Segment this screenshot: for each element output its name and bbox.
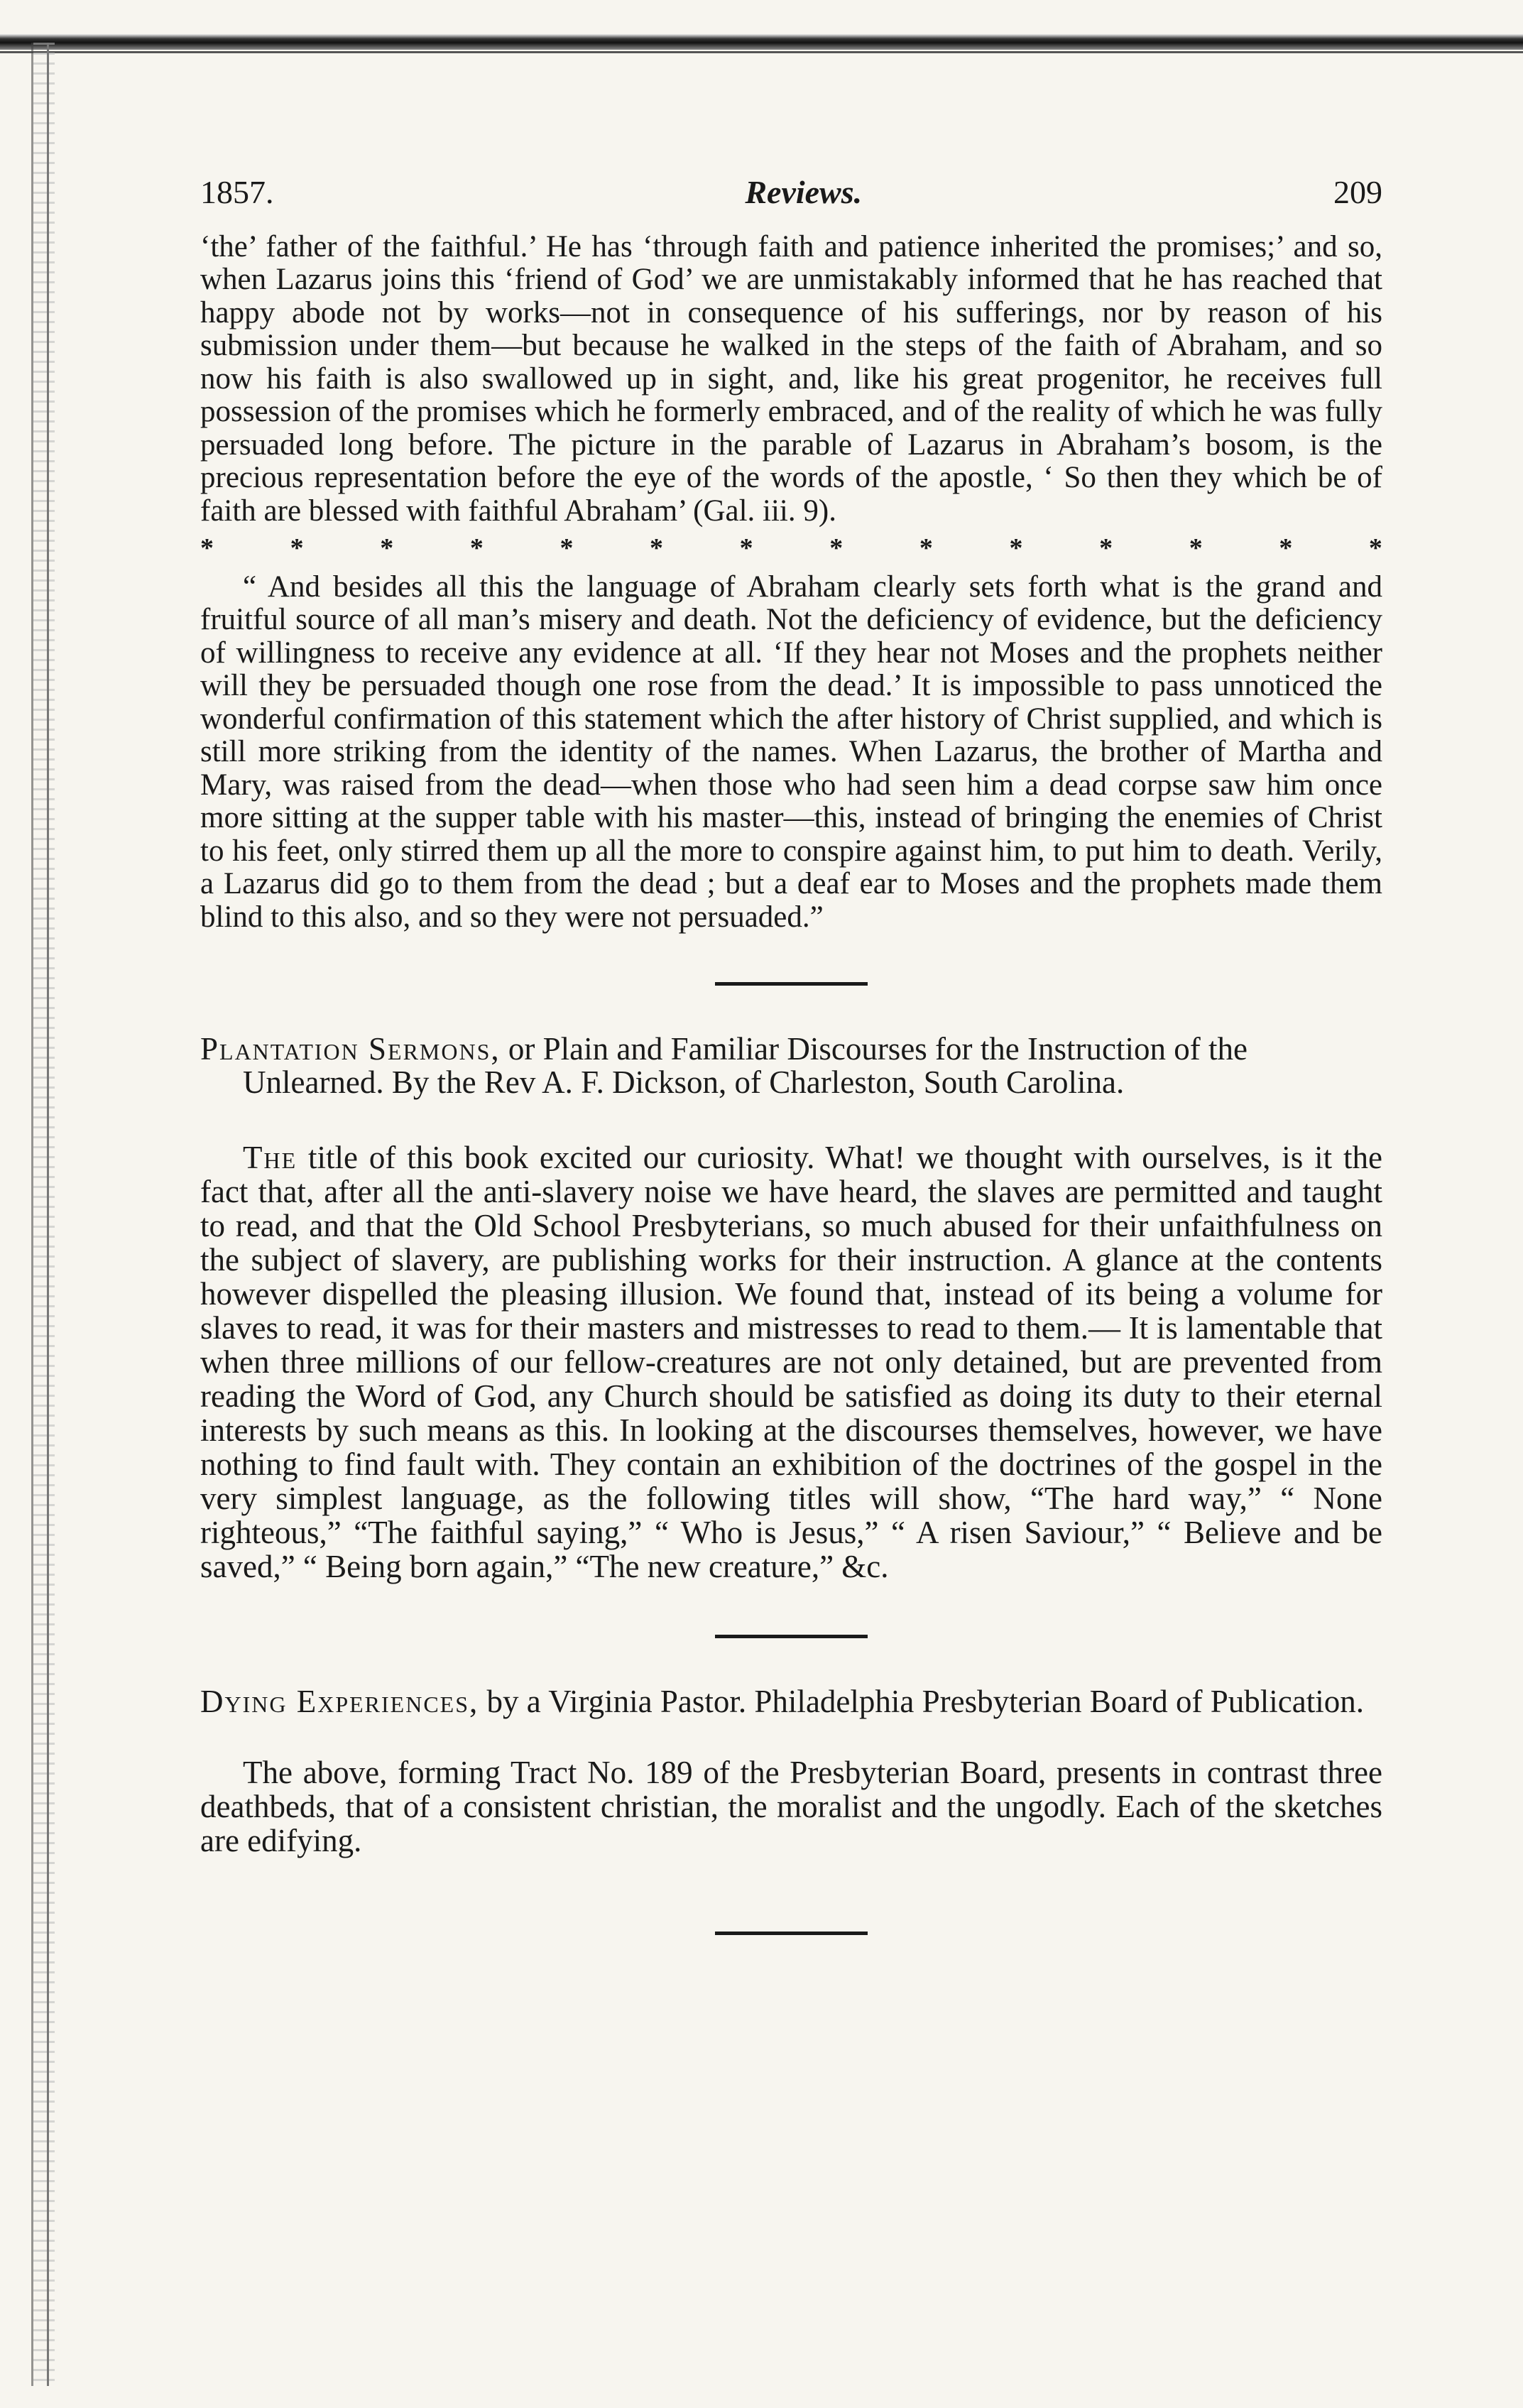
review-body-plantation-sermons — [200, 1140, 1382, 1584]
review-body-text: title of this book excited our curiosity. What! we thought with ourselves, is it the fact that, after all the anti-slavery noise we have heard, the slaves are permitted and taught to read, and that the Old School Presbyterians, so much abused for their unfaithfulness on the subject of slavery, are publishing works for their instruction. A glance at the contents however dispelled the pleasing illusion. We found that, instead of its being a volume for slaves to read, it was for their masters and mistresses to read to them.— It is lamentable that when three millions of our fellow-creatures are not only detained, but are prevented from reading the Word of God, any Church should be satisfied as doing its duty to their eternal interests by such means as this. In looking at the discourses themselves, however, we have nothing to find fault with. They contain an exhibition of the doctrines of the gospel in the very simplest language, as the following titles will show, “The hard way,” “ None righteous,” “The faithful saying,” “ Who is Jesus,” “ A risen Saviour,” “ Believe and be saved,” “ Being born again,” “The new creature,” &c. — [200, 1140, 1382, 1584]
header-section: Reviews. — [745, 174, 863, 210]
star-mark: * — [380, 533, 394, 563]
ellipsis-stars — [200, 532, 1382, 565]
star-mark: * — [919, 533, 933, 563]
star-mark: * — [1368, 533, 1382, 563]
quote-paragraph-2: “ And besides all this the language of Abraham clearly sets forth what is the grand and fruitful source of all man’s misery and death. Not the deficiency of evidence, but the deficiency of willingness to receive any evidence at all. ‘If they hear not Moses and the prophets neither will they be persuaded though one rose from the dead.’ It is impossible to pass unnoticed the wonderful confirmation of this statement which the after history of Christ supplied, and which is still more striking from the identity of the names. When Lazarus, the brother of Martha and Mary, was raised from the dead—when those who had seen him a dead corpse saw him once more sitting at the supper table with his master—this, instead of bringing the enemies of Christ to his feet, only stirred them up all the more to conspire against him, to put him to death. Verily, a Lazarus did go to them from the dead ; but a deaf ear to Moses and the prophets made them blind to this also, and so they were not persuaded.” — [200, 570, 1382, 934]
star-mark: * — [739, 533, 753, 563]
star-mark: * — [829, 533, 844, 563]
review-title-rest: or Plain and Familiar Discourses for the Instruction of the Unlearned. By the Rev A. F. Dickson, of Charleston, South Carolina. — [243, 1031, 1248, 1100]
review-title-rest: by a Virginia Pastor. Philadelphia Presbyterian Board of Publication. — [479, 1684, 1364, 1719]
binding-edge-line — [47, 43, 49, 2386]
review-heading-dying-experiences — [200, 1685, 1382, 1718]
header-year: 1857. — [200, 174, 274, 210]
section-divider — [715, 982, 868, 986]
star-mark: * — [1279, 533, 1293, 563]
section-divider — [715, 1932, 868, 1935]
review-title: Plantation Sermons, — [200, 1031, 501, 1067]
quote-paragraph-1: ‘the’ father of the faithful.’ He has ‘through faith and patience inherited the promises;’ and so, when Lazarus joins this ‘friend of God’ we are unmistakably informed that he has reached that happy abode not by works—not in consequence of his sufferings, nor by reason of his submission under them—but because he walked in the steps of the faith of Abraham, and so now his faith is also swallowed up in sight, and, like his great progenitor, he receives full possession of the promises which he formerly embraced, and of the reality of which he was fully persuaded long before. The picture in the parable of Lazarus in Abraham’s bosom, is the precious representation before the eye of the words of the apostle, ‘ So then they which be of faith are blessed with faithful Abraham’ (Gal. iii. 9). — [200, 229, 1382, 528]
page-number: 209 — [1333, 174, 1382, 210]
binding-edge — [31, 43, 55, 2386]
review-lead-word: The — [243, 1140, 297, 1175]
running-head — [200, 176, 1382, 209]
star-mark: * — [559, 533, 574, 563]
star-mark: * — [290, 533, 304, 563]
page-content — [200, 176, 1382, 1935]
star-mark: * — [1009, 533, 1023, 563]
top-border-thin-rule — [0, 51, 1523, 53]
star-mark: * — [1189, 533, 1203, 563]
star-mark: * — [1099, 533, 1113, 563]
star-mark: * — [469, 533, 484, 563]
top-border-rule — [0, 34, 1523, 50]
review-heading-plantation-sermons — [200, 1033, 1382, 1099]
review-title: Dying Experiences, — [200, 1684, 479, 1719]
star-mark: * — [650, 533, 664, 563]
review-body-dying-experiences: The above, forming Tract No. 189 of the Presbyterian Board, presents in contrast three deathbeds, that of a consistent christian, the moralist and the ungodly. Each of the sketches are edifying. — [200, 1755, 1382, 1858]
section-divider — [715, 1635, 868, 1638]
star-mark: * — [200, 533, 214, 563]
